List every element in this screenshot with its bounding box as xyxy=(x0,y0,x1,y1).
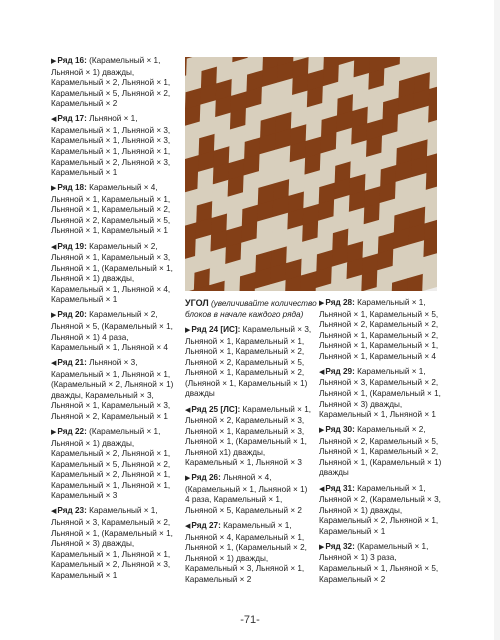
row-text: Карамельный × 2, Льняной × 1, xyxy=(51,78,171,88)
row-text: Карамельный × 2, Льняной × 1, xyxy=(51,470,171,480)
row-text: Карамельный × 2, xyxy=(357,425,426,435)
right-arrow-icon: ▶ xyxy=(185,475,191,483)
right-arrow-icon: ▶ xyxy=(319,543,325,551)
row-text: Карамельный × 4, xyxy=(89,183,158,193)
row-text: Карамельный × 1 xyxy=(51,168,118,178)
row-text: дважды, Карамельный × 3, xyxy=(51,390,154,400)
row-text: Льняной × 3) дважды, xyxy=(319,399,403,409)
row-text: Льняной × 1, Карамельный × 1, xyxy=(51,194,171,204)
row-label: Ряд 24 [ИС]: xyxy=(191,325,241,335)
right-arrow-icon: ▶ xyxy=(319,427,325,435)
row-text: Льняной × 2, Карамельный × 5, xyxy=(185,357,305,367)
row-text: Карамельный × 2 xyxy=(185,574,252,584)
row-text: дважды xyxy=(319,468,349,478)
row-text: Карамельный × 1 xyxy=(51,295,118,305)
row-text: Льняной × 1, (Карамельный × 1, xyxy=(51,263,173,273)
row-text: Льняной × 3) дважды, xyxy=(51,539,135,549)
row-label: Ряд 21: xyxy=(57,358,87,368)
row-label: Ряд 22: xyxy=(57,427,87,437)
row-text: Карамельный × 1 xyxy=(319,526,386,536)
row-text: Льняной × 1) дважды, xyxy=(319,505,403,515)
row-text: Карамельный × 2 xyxy=(319,574,386,584)
row-text: Карамельный × 5, Льняной × 2, xyxy=(51,459,171,469)
row-text: Карамельный × 2, Льняной × 3, xyxy=(51,157,171,167)
row-text: Льняной × 1) дважды, xyxy=(51,67,135,77)
row-text: Льняной × 3, Карамельный × 2, xyxy=(51,518,171,528)
row-text: Карамельный × 1, xyxy=(357,366,426,376)
row-text: Карамельный × 2, Льняной × 1, xyxy=(51,449,171,459)
row-instruction xyxy=(51,358,181,422)
row-text: Льняной × 1, xyxy=(89,114,138,124)
row-label: Ряд 31: xyxy=(325,483,355,493)
row-text: Льняной × 1, Карамельный × 1, xyxy=(319,341,439,351)
row-text: Льняной × 2, Карамельный × 5, xyxy=(319,436,439,446)
row-text: Льняной × 3, xyxy=(89,358,138,368)
row-instruction xyxy=(51,183,181,237)
row-label: Ряд 17: xyxy=(57,114,87,124)
row-text: (Карамельный × 1, xyxy=(357,541,429,551)
row-text: Карамельный × 2, xyxy=(89,241,158,251)
row-text: Льняной × 1, Карамельный × 1, xyxy=(185,336,305,346)
row-text: Льняной × 1, Карамельный × 2, xyxy=(319,447,439,457)
row-text: Льняной × 1, Карамельный × 2, xyxy=(185,347,305,357)
row-text: Льняной × 1, Карамельный × 3, xyxy=(51,401,171,411)
row-label: Ряд 30: xyxy=(325,425,355,435)
row-text: Карамельный × 1, Льняной × 1 xyxy=(319,410,436,420)
row-text: Карамельный × 5, Льняной × 2, xyxy=(51,88,171,98)
row-text: Карамельный × 1, Льняной × 3 xyxy=(185,458,302,468)
row-text: Льняной × 1, Карамельный × 4 xyxy=(319,351,436,361)
page-edge-shadow xyxy=(494,0,500,640)
row-text: Льняной × 1) 3 раза, xyxy=(319,553,397,563)
right-arrow-icon: ▶ xyxy=(51,429,57,437)
row-label: Ряд 26: xyxy=(191,473,221,483)
row-text: дважды xyxy=(185,389,215,399)
row-instruction xyxy=(185,405,315,469)
row-label: Ряд 23: xyxy=(57,506,87,516)
row-label: Ряд 18: xyxy=(57,183,87,193)
row-text: Льняной × 1) дважды, xyxy=(51,438,135,448)
row-label: Ряд 16: xyxy=(57,56,87,65)
row-text: Карамельный × 1, Льняной × 1, xyxy=(51,369,171,379)
left-arrow-icon: ◀ xyxy=(51,508,57,516)
instructions-column-right xyxy=(319,298,449,590)
row-label: Ряд 19: xyxy=(57,241,87,251)
row-text: (Карамельный × 1, xyxy=(89,56,161,65)
right-arrow-icon: ▶ xyxy=(51,185,57,193)
row-text: Льняной × 2, Карамельный × 5, xyxy=(51,215,171,225)
right-arrow-icon: ▶ xyxy=(185,327,191,335)
row-label: Ряд 27: xyxy=(191,521,221,531)
row-text: Карамельный × 1, Льняной × 3, xyxy=(51,136,171,146)
row-text: (Льняной × 1, Карамельный × 1) xyxy=(185,378,308,388)
row-instruction xyxy=(185,521,315,585)
row-instruction xyxy=(51,242,181,306)
row-instruction xyxy=(51,506,181,581)
row-text: Льняной × 2, (Карамельный × 3, xyxy=(319,495,441,505)
row-text: Карамельный × 3, Льняной × 1, xyxy=(185,564,305,574)
angle-section-heading xyxy=(185,298,315,320)
row-text: Карамельный × 1, xyxy=(357,483,426,493)
row-text: Карамельный × 1, Льняной × 4 xyxy=(51,343,168,353)
row-text: Льняной × 1, Карамельный × 3, xyxy=(185,426,305,436)
row-text: Льняной × 4, Карамельный × 1, xyxy=(185,532,305,542)
crochet-pattern-image xyxy=(185,57,437,291)
row-text: 4 раза, Карамельный × 1, xyxy=(185,495,283,505)
row-text: Карамельный × 2, Льняной × 1, xyxy=(319,516,439,526)
row-instruction xyxy=(51,114,181,178)
row-text: Льняной × 1) дважды, xyxy=(185,553,269,563)
row-text: Льняной × 1, Карамельный × 3, xyxy=(51,253,171,263)
row-text: Льняной × 1, (Карамельный × 1, xyxy=(51,528,173,538)
section-title: УГОЛ xyxy=(185,298,209,308)
row-text: Карамельный × 1, Льняной × 1, xyxy=(51,480,171,490)
right-arrow-icon: ▶ xyxy=(51,312,57,320)
row-instruction xyxy=(51,56,181,110)
row-label: Ряд 32: xyxy=(325,541,355,551)
row-instruction xyxy=(185,473,315,516)
row-text: Карамельный × 1, Льняной × 3, xyxy=(51,125,171,135)
page-number: -71- xyxy=(240,614,260,626)
right-arrow-icon: ▶ xyxy=(319,300,325,307)
row-instruction xyxy=(319,425,449,479)
row-text: Карамельный × 1 xyxy=(51,570,118,580)
row-text: Карамельный × 1, xyxy=(242,404,312,414)
left-arrow-icon: ◀ xyxy=(319,368,325,376)
row-text: Карамельный × 3, xyxy=(242,325,312,335)
row-label: Ряд 20: xyxy=(57,310,87,320)
row-instruction xyxy=(185,325,315,400)
row-instruction xyxy=(319,367,449,421)
row-text: Карамельный × 3 xyxy=(51,491,118,501)
row-text: Льняной × 4, xyxy=(223,473,272,483)
right-arrow-icon: ▶ xyxy=(51,58,57,65)
row-text: Льняной × 1, (Карамельный × 1, xyxy=(185,437,307,447)
row-instruction xyxy=(51,427,181,502)
row-text: Льняной × 1, (Карамельный × 1, xyxy=(319,388,441,398)
row-text: Льняной × 1) дважды, xyxy=(51,274,135,284)
row-instruction xyxy=(319,542,449,585)
row-text: Карамельный × 1, Льняной × 5, xyxy=(319,563,439,573)
row-text: Льняной × 1, Карамельный × 2, xyxy=(319,330,439,340)
row-text: Карамельный × 2, xyxy=(89,310,158,320)
row-label: Ряд 28: xyxy=(325,298,355,307)
row-text: Карамельный × 1, Льняной × 1, xyxy=(51,146,171,156)
row-text: Льняной × 3, Карамельный × 2, xyxy=(319,378,439,388)
row-text: Льняной × 1, Карамельный × 2, xyxy=(185,368,305,378)
row-label: Ряд 25 [ЛС]: xyxy=(191,404,241,414)
row-text: Карамельный × 1, xyxy=(223,521,292,531)
section-note: (увеличивайте количество xyxy=(210,299,317,308)
left-arrow-icon: ◀ xyxy=(319,485,325,493)
left-arrow-icon: ◀ xyxy=(51,243,57,251)
left-arrow-icon: ◀ xyxy=(185,523,191,531)
left-arrow-icon: ◀ xyxy=(51,116,57,124)
row-text: Льняной × 1) 4 раза, xyxy=(51,332,129,342)
row-instruction xyxy=(319,298,449,362)
row-text: Льняной × 1, (Карамельный × 1) xyxy=(319,457,442,467)
crochet-blanket-photo xyxy=(185,57,437,291)
row-text: Карамельный × 1, Льняной × 4, xyxy=(51,284,171,294)
row-text: Льняной × 1, Карамельный × 1 xyxy=(51,226,168,236)
instructions-column-middle xyxy=(185,298,315,590)
row-text: Карамельный × 1, Льняной × 1, xyxy=(51,549,171,559)
row-text: (Карамельный × 2, Льняной × 1) xyxy=(51,380,174,390)
row-text: Льняной × 1, Карамельный × 5, xyxy=(319,309,439,319)
section-note-continued: блоков в начале каждого ряда) xyxy=(185,309,304,319)
row-text: Карамельный × 1, xyxy=(89,506,158,516)
left-arrow-icon: ◀ xyxy=(51,360,57,368)
row-text: Льняной × 5, Карамельный × 2 xyxy=(185,506,302,516)
row-text: Карамельный × 2, Льняной × 3, xyxy=(51,560,171,570)
row-text: Льняной х1) дважды, xyxy=(185,447,266,457)
row-text: (Карамельный × 1, xyxy=(89,427,161,437)
row-text: Льняной × 2, Карамельный × 1 xyxy=(51,411,168,421)
row-text: (Карамельный × 1, Льняной × 1) xyxy=(185,484,308,494)
row-text: Карамельный × 2 xyxy=(51,99,118,109)
instructions-column-left xyxy=(51,56,181,586)
row-text: Льняной × 2, Карамельный × 2, xyxy=(319,320,439,330)
left-arrow-icon: ◀ xyxy=(185,406,191,414)
row-text: Льняной × 2, Карамельный × 3, xyxy=(185,416,305,426)
row-text: Карамельный × 1, xyxy=(357,298,426,307)
row-label: Ряд 29: xyxy=(325,366,355,376)
row-text: Льняной × 1, Карамельный × 2, xyxy=(51,205,171,215)
row-instruction xyxy=(319,484,449,538)
row-text: Льняной × 5, (Карамельный × 1, xyxy=(51,321,173,331)
row-instruction xyxy=(51,310,181,353)
row-text: Льняной × 1, (Карамельный × 2, xyxy=(185,543,307,553)
